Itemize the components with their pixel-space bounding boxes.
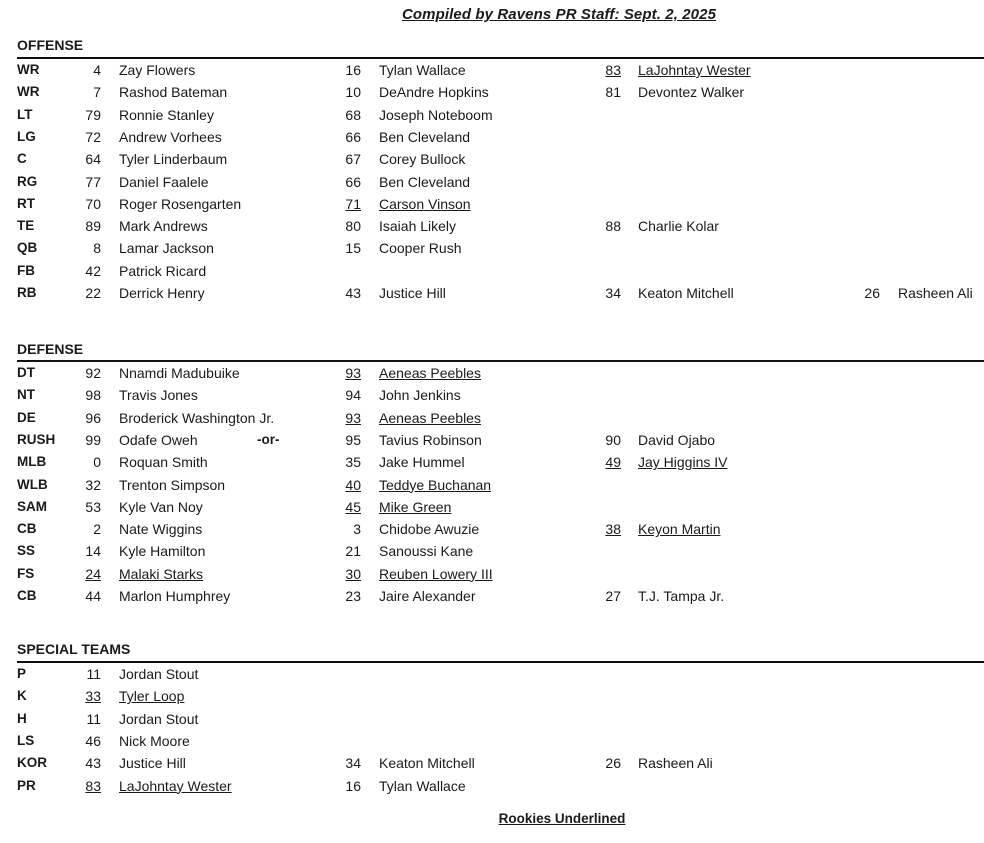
jersey-number: 94 bbox=[345, 387, 361, 404]
player-name: John Jenkins bbox=[379, 387, 461, 404]
depth-row-lg bbox=[0, 127, 984, 147]
player-name: Nate Wiggins bbox=[119, 521, 203, 538]
jersey-number: 2 bbox=[93, 521, 101, 538]
depth-row-te bbox=[0, 216, 984, 236]
position-label: LS bbox=[17, 732, 35, 748]
jersey-number: 3 bbox=[353, 521, 361, 538]
player-name: Broderick Washington Jr. bbox=[119, 409, 275, 426]
depth-row-kor bbox=[0, 753, 984, 773]
depth-row-rt bbox=[0, 194, 984, 214]
player-name: Jay Higgins IV bbox=[638, 454, 728, 471]
jersey-number: 68 bbox=[345, 106, 361, 123]
jersey-number: 27 bbox=[605, 588, 621, 604]
jersey-number: 11 bbox=[86, 710, 101, 727]
position-label: TE bbox=[17, 218, 35, 234]
depth-row-c bbox=[0, 149, 984, 169]
jersey-number: 8 bbox=[93, 240, 101, 257]
position-label: P bbox=[17, 666, 27, 681]
jersey-number: 49 bbox=[605, 454, 621, 471]
player-name: Nick Moore bbox=[119, 732, 190, 749]
jersey-number: 16 bbox=[345, 777, 361, 794]
player-name: Ben Cleveland bbox=[379, 128, 471, 145]
jersey-number: 44 bbox=[85, 588, 101, 604]
position-label: WR bbox=[17, 84, 40, 100]
player-name: Zay Flowers bbox=[119, 62, 196, 78]
jersey-number: 35 bbox=[345, 454, 361, 471]
rookies-legend: Rookies Underlined bbox=[498, 811, 626, 826]
depth-row-pr bbox=[0, 776, 984, 796]
jersey-number: 14 bbox=[85, 543, 101, 560]
player-name: T.J. Tampa Jr. bbox=[638, 588, 725, 604]
jersey-number: 33 bbox=[85, 688, 101, 705]
player-name: Rasheen Ali bbox=[898, 285, 973, 301]
jersey-number: 92 bbox=[85, 365, 101, 381]
player-name: Cooper Rush bbox=[379, 240, 462, 257]
player-name: Justice Hill bbox=[379, 285, 446, 301]
section-divider bbox=[17, 661, 984, 663]
player-name: Daniel Faalele bbox=[119, 173, 209, 190]
player-name: Mark Andrews bbox=[119, 218, 208, 235]
jersey-number: 22 bbox=[85, 285, 101, 301]
jersey-number: 72 bbox=[85, 128, 101, 145]
alternate-marker: -or- bbox=[257, 431, 280, 447]
depth-row-k bbox=[0, 686, 984, 706]
section-divider bbox=[17, 57, 984, 59]
position-label: SS bbox=[17, 543, 36, 559]
jersey-number: 15 bbox=[345, 240, 361, 257]
position-label: CB bbox=[17, 588, 37, 603]
jersey-number: 83 bbox=[85, 777, 101, 794]
jersey-number: 81 bbox=[605, 84, 621, 101]
position-label: DE bbox=[17, 409, 36, 425]
player-name: Chidobe Awuzie bbox=[379, 521, 480, 538]
position-label: SAM bbox=[17, 498, 47, 514]
player-name: Jaire Alexander bbox=[379, 588, 476, 604]
position-label: RT bbox=[17, 195, 35, 211]
player-name: Derrick Henry bbox=[119, 285, 205, 301]
player-name: Aeneas Peebles bbox=[379, 365, 481, 381]
depth-row-p bbox=[0, 664, 984, 684]
jersey-number: 64 bbox=[85, 151, 101, 168]
position-label: K bbox=[17, 688, 27, 704]
depth-row-ls bbox=[0, 731, 984, 751]
position-label: QB bbox=[17, 240, 38, 256]
jersey-number: 88 bbox=[605, 218, 621, 235]
jersey-number: 45 bbox=[345, 498, 361, 515]
depth-row-mlb bbox=[0, 452, 984, 472]
jersey-number: 66 bbox=[345, 173, 361, 190]
section-title-offense: OFFENSE bbox=[17, 37, 84, 53]
player-name: Tylan Wallace bbox=[379, 62, 466, 78]
player-name: Mike Green bbox=[379, 498, 452, 515]
position-label: RUSH bbox=[17, 431, 56, 447]
jersey-number: 34 bbox=[605, 285, 621, 301]
jersey-number: 71 bbox=[345, 195, 361, 212]
player-name: Patrick Ricard bbox=[119, 262, 207, 279]
depth-row-rush bbox=[0, 430, 984, 450]
jersey-number: 43 bbox=[345, 285, 361, 301]
position-label: PR bbox=[17, 777, 36, 793]
depth-row-dt bbox=[0, 363, 984, 383]
player-name: Marlon Humphrey bbox=[119, 588, 231, 604]
jersey-number: 70 bbox=[85, 195, 101, 212]
player-name: Rashod Bateman bbox=[119, 84, 228, 101]
depth-row-h bbox=[0, 709, 984, 729]
position-label: LT bbox=[17, 106, 33, 122]
jersey-number: 38 bbox=[605, 521, 621, 538]
player-name: Roquan Smith bbox=[119, 454, 208, 471]
section-divider bbox=[17, 360, 984, 362]
depth-row-cb bbox=[0, 586, 984, 606]
player-name: Tylan Wallace bbox=[379, 777, 466, 794]
position-label: WLB bbox=[17, 476, 48, 492]
jersey-number: 90 bbox=[605, 431, 621, 448]
position-label: NT bbox=[17, 387, 35, 403]
player-name: Lamar Jackson bbox=[119, 240, 214, 257]
player-name: Ronnie Stanley bbox=[119, 106, 214, 123]
jersey-number: 80 bbox=[345, 218, 361, 235]
jersey-number: 0 bbox=[93, 454, 101, 471]
jersey-number: 7 bbox=[93, 84, 101, 101]
depth-row-nt bbox=[0, 385, 984, 405]
player-name: Jordan Stout bbox=[119, 710, 199, 727]
jersey-number: 30 bbox=[345, 565, 361, 582]
jersey-number: 23 bbox=[345, 588, 361, 604]
player-name: Keyon Martin bbox=[638, 521, 721, 538]
player-name: Reuben Lowery III bbox=[379, 565, 493, 582]
player-name: Charlie Kolar bbox=[638, 218, 719, 235]
player-name: Ben Cleveland bbox=[379, 173, 471, 190]
jersey-number: 21 bbox=[345, 543, 361, 560]
depth-row-wr bbox=[0, 60, 984, 80]
jersey-number: 40 bbox=[345, 476, 361, 493]
depth-row-qb bbox=[0, 238, 984, 258]
depth-row-cb bbox=[0, 519, 984, 539]
jersey-number: 67 bbox=[345, 151, 361, 168]
jersey-number: 16 bbox=[345, 62, 361, 78]
jersey-number: 24 bbox=[85, 565, 101, 582]
player-name: Jake Hummel bbox=[379, 454, 465, 471]
jersey-number: 93 bbox=[345, 365, 361, 381]
player-name: Travis Jones bbox=[119, 387, 198, 404]
player-name: Devontez Walker bbox=[638, 84, 745, 101]
player-name: David Ojabo bbox=[638, 431, 716, 448]
depth-row-fs bbox=[0, 564, 984, 584]
depth-row-wr bbox=[0, 82, 984, 102]
player-name: DeAndre Hopkins bbox=[379, 84, 489, 101]
jersey-number: 46 bbox=[85, 732, 101, 749]
player-name: Joseph Noteboom bbox=[379, 106, 493, 123]
depth-row-fb bbox=[0, 261, 984, 281]
depth-row-wlb bbox=[0, 475, 984, 495]
player-name: Corey Bullock bbox=[379, 151, 466, 168]
player-name: Justice Hill bbox=[119, 755, 186, 772]
position-label: RB bbox=[17, 285, 37, 300]
player-name: Rasheen Ali bbox=[638, 755, 713, 772]
depth-row-lt bbox=[0, 105, 984, 125]
position-label: DT bbox=[17, 365, 35, 380]
jersey-number: 26 bbox=[605, 755, 621, 772]
player-name: LaJohntay Wester bbox=[638, 62, 751, 78]
position-label: FS bbox=[17, 565, 35, 581]
jersey-number: 83 bbox=[605, 62, 621, 78]
jersey-number: 79 bbox=[85, 106, 101, 123]
player-name: Malaki Starks bbox=[119, 565, 204, 582]
player-name: Tyler Linderbaum bbox=[119, 151, 228, 168]
position-label: FB bbox=[17, 262, 35, 278]
player-name: Tyler Loop bbox=[119, 688, 185, 705]
jersey-number: 96 bbox=[85, 409, 101, 426]
jersey-number: 42 bbox=[85, 262, 101, 279]
player-name: Odafe Oweh bbox=[119, 431, 198, 448]
player-name: Keaton Mitchell bbox=[379, 755, 475, 772]
jersey-number: 4 bbox=[93, 62, 101, 78]
position-label: MLB bbox=[17, 454, 47, 470]
jersey-number: 66 bbox=[345, 128, 361, 145]
position-label: CB bbox=[17, 521, 37, 537]
player-name: Aeneas Peebles bbox=[379, 409, 481, 426]
jersey-number: 10 bbox=[345, 84, 361, 101]
position-label: LG bbox=[17, 128, 36, 144]
jersey-number: 95 bbox=[345, 431, 361, 448]
jersey-number: 53 bbox=[85, 498, 101, 515]
jersey-number: 99 bbox=[85, 431, 101, 448]
player-name: Nnamdi Madubuike bbox=[119, 365, 240, 381]
player-name: Trenton Simpson bbox=[119, 476, 226, 493]
jersey-number: 32 bbox=[85, 476, 101, 493]
jersey-number: 43 bbox=[85, 755, 101, 772]
player-name: Sanoussi Kane bbox=[379, 543, 474, 560]
jersey-number: 77 bbox=[85, 173, 101, 190]
player-name: Kyle Hamilton bbox=[119, 543, 206, 560]
jersey-number: 34 bbox=[345, 755, 361, 772]
depth-row-de bbox=[0, 408, 984, 428]
position-label: C bbox=[17, 151, 27, 167]
position-label: H bbox=[17, 710, 27, 726]
jersey-number: 26 bbox=[864, 285, 880, 301]
player-name: Andrew Vorhees bbox=[119, 128, 222, 145]
depth-row-ss bbox=[0, 541, 984, 561]
player-name: Tavius Robinson bbox=[379, 431, 482, 448]
player-name: Carson Vinson bbox=[379, 195, 471, 212]
jersey-number: 98 bbox=[85, 387, 101, 404]
depth-row-sam bbox=[0, 497, 984, 517]
position-label: KOR bbox=[17, 755, 47, 771]
depth-row-rg bbox=[0, 172, 984, 192]
section-title-defense: DEFENSE bbox=[17, 341, 84, 357]
section-title-special-teams: SPECIAL TEAMS bbox=[17, 641, 131, 657]
jersey-number: 89 bbox=[85, 218, 101, 235]
player-name: Jordan Stout bbox=[119, 666, 199, 682]
position-label: RG bbox=[17, 173, 38, 189]
player-name: LaJohntay Wester bbox=[119, 777, 232, 794]
jersey-number: 11 bbox=[86, 666, 101, 682]
depth-row-rb bbox=[0, 283, 984, 303]
jersey-number: 93 bbox=[345, 409, 361, 426]
player-name: Keaton Mitchell bbox=[638, 285, 734, 301]
player-name: Teddye Buchanan bbox=[379, 476, 492, 493]
player-name: Kyle Van Noy bbox=[119, 498, 203, 515]
page-title: Compiled by Ravens PR Staff: Sept. 2, 2025 bbox=[401, 6, 717, 23]
player-name: Roger Rosengarten bbox=[119, 195, 242, 212]
position-label: WR bbox=[17, 62, 40, 77]
player-name: Isaiah Likely bbox=[379, 218, 457, 235]
